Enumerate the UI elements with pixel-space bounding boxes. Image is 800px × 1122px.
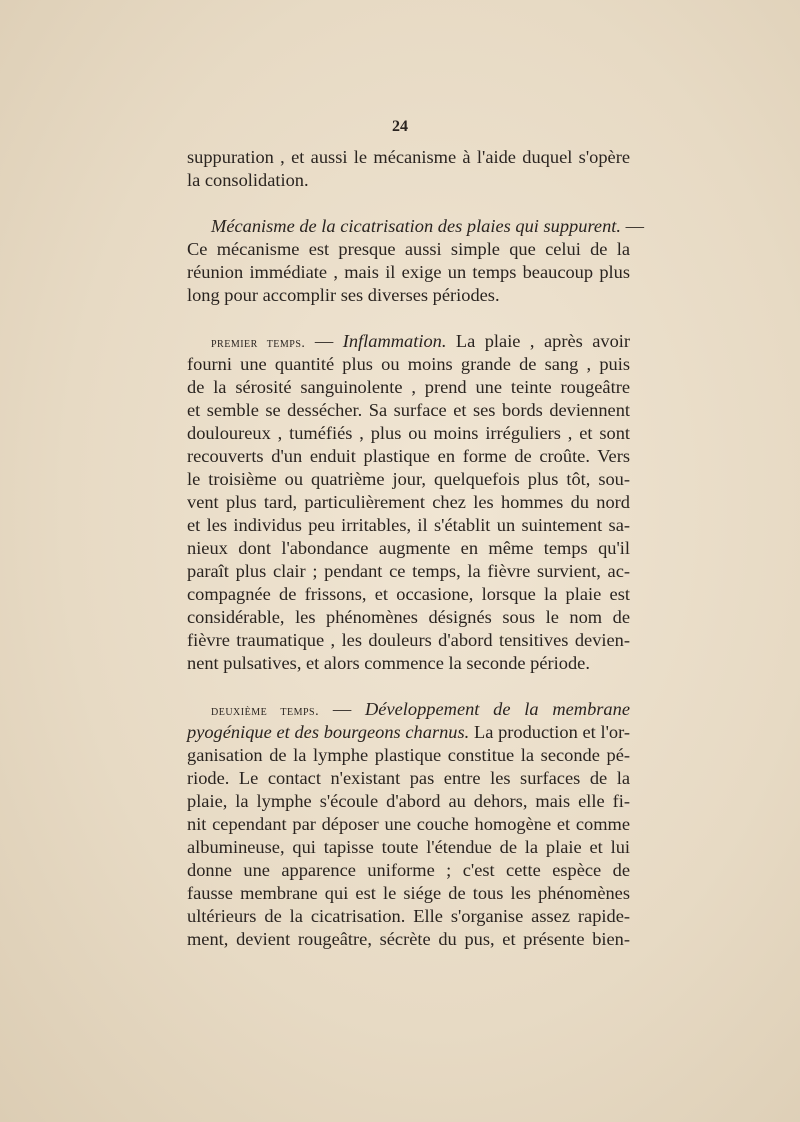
text-run: La plaie , après avoir (446, 331, 631, 351)
text-line (187, 353, 630, 376)
text-line (187, 813, 630, 836)
section-heading: deuxième temps. (211, 704, 320, 719)
text-run: ganisation de la lymphe plastique constitue la seconde pé- (187, 745, 630, 765)
text-run: albumineuse, qui tapisse toute l'étendue de la plaie et lui (187, 837, 630, 857)
text-run: — (620, 216, 644, 236)
italic-text: Mécanisme de la cicatrisation des plaies qui suppurent. (211, 216, 621, 236)
text-line (187, 905, 630, 928)
text-run: de la sérosité sanguinolente , prend une teinte rougeâtre (187, 377, 630, 397)
text-line (187, 238, 630, 261)
text-run: nit cependant par déposer une couche homogène et comme (187, 814, 630, 834)
text-run: compagnée de frissons, et occasione, lorsque la plaie est (187, 584, 630, 604)
text-line (187, 261, 630, 284)
text-run: plaie, la lymphe s'écoule d'abord au dehors, mais elle fi- (187, 791, 630, 811)
paragraph-gap (187, 307, 630, 330)
text-run: réunion immédiate , mais il exige un temps beaucoup plus (187, 262, 630, 282)
text-line (187, 330, 630, 353)
text-run: la consolidation. (187, 170, 309, 190)
text-run: — (305, 331, 343, 351)
text-run: et semble se dessécher. Sa surface et ses bords deviennent (187, 400, 630, 420)
body-text (187, 146, 644, 951)
text-run: considérable, les phénomènes désignés sous le nom de (187, 607, 630, 627)
text-run: nent pulsatives, et alors commence la seconde période. (187, 653, 590, 673)
paragraph-gap (187, 675, 630, 698)
text-run: et les individus peu irritables, il s'établit un suintement sa- (187, 515, 630, 535)
text-run: ment, devient rougeâtre, sécrète du pus, et présente bien- (187, 929, 630, 949)
text-run: ultérieurs de la cicatrisation. Elle s'organise assez rapide- (187, 906, 630, 926)
page-number: 24 (392, 118, 408, 135)
text-line (187, 928, 630, 951)
text-run: Ce mécanisme est presque aussi simple que celui de la (187, 239, 630, 259)
text-run: paraît plus clair ; pendant ce temps, la fièvre survient, ac- (187, 561, 630, 581)
italic-text: Développement de la membrane (365, 699, 630, 719)
text-run: suppuration , et aussi le mécanisme à l'aide duquel s'opère (187, 147, 630, 167)
text-line (187, 721, 630, 744)
text-line (187, 744, 630, 767)
text-line (187, 790, 630, 813)
text-run: le troisième ou quatrième jour, quelquefois plus tôt, sou- (187, 469, 630, 489)
text-run: long pour accomplir ses diverses périodes. (187, 285, 500, 305)
text-line (187, 514, 630, 537)
text-line (187, 491, 630, 514)
text-line (187, 629, 630, 652)
text-line (187, 468, 630, 491)
text-run: nieux dont l'abondance augmente en même temps qu'il (187, 538, 630, 558)
text-line (187, 537, 630, 560)
text-line (187, 146, 630, 169)
text-run: riode. Le contact n'existant pas entre les surfaces de la (187, 768, 630, 788)
text-line (187, 422, 630, 445)
text-line (187, 284, 630, 307)
text-line (187, 215, 644, 238)
paragraph-gap (187, 192, 630, 215)
text-line (187, 882, 630, 905)
text-line (187, 399, 630, 422)
text-line (187, 652, 630, 675)
text-run: donne une apparence uniforme ; c'est cette espèce de (187, 860, 630, 880)
text-line (187, 767, 630, 790)
text-run: fièvre traumatique , les douleurs d'abord tensitives devien- (187, 630, 630, 650)
text-run: fausse membrane qui est le siége de tous les phénomènes (187, 883, 630, 903)
italic-text: Inflammation. (342, 331, 447, 351)
text-line (187, 376, 630, 399)
text-line (187, 859, 630, 882)
text-line (187, 606, 630, 629)
text-line (187, 560, 630, 583)
text-line (187, 698, 630, 721)
text-run: — (319, 699, 366, 719)
text-run: douloureux , tuméfiés , plus ou moins irréguliers , et sont (187, 423, 630, 443)
text-run: La production et l'or- (469, 722, 630, 742)
text-run: recouverts d'un enduit plastique en forme de croûte. Vers (187, 446, 630, 466)
text-line (187, 583, 630, 606)
text-run: vent plus tard, particulièrement chez les hommes du nord (187, 492, 630, 512)
text-line (187, 169, 630, 192)
text-line (187, 445, 630, 468)
text-line (187, 836, 630, 859)
text-run: fourni une quantité plus ou moins grande de sang , puis (187, 354, 630, 374)
italic-text: pyogénique et des bourgeons charnus. (187, 722, 470, 742)
section-heading: premier temps. (211, 336, 306, 351)
